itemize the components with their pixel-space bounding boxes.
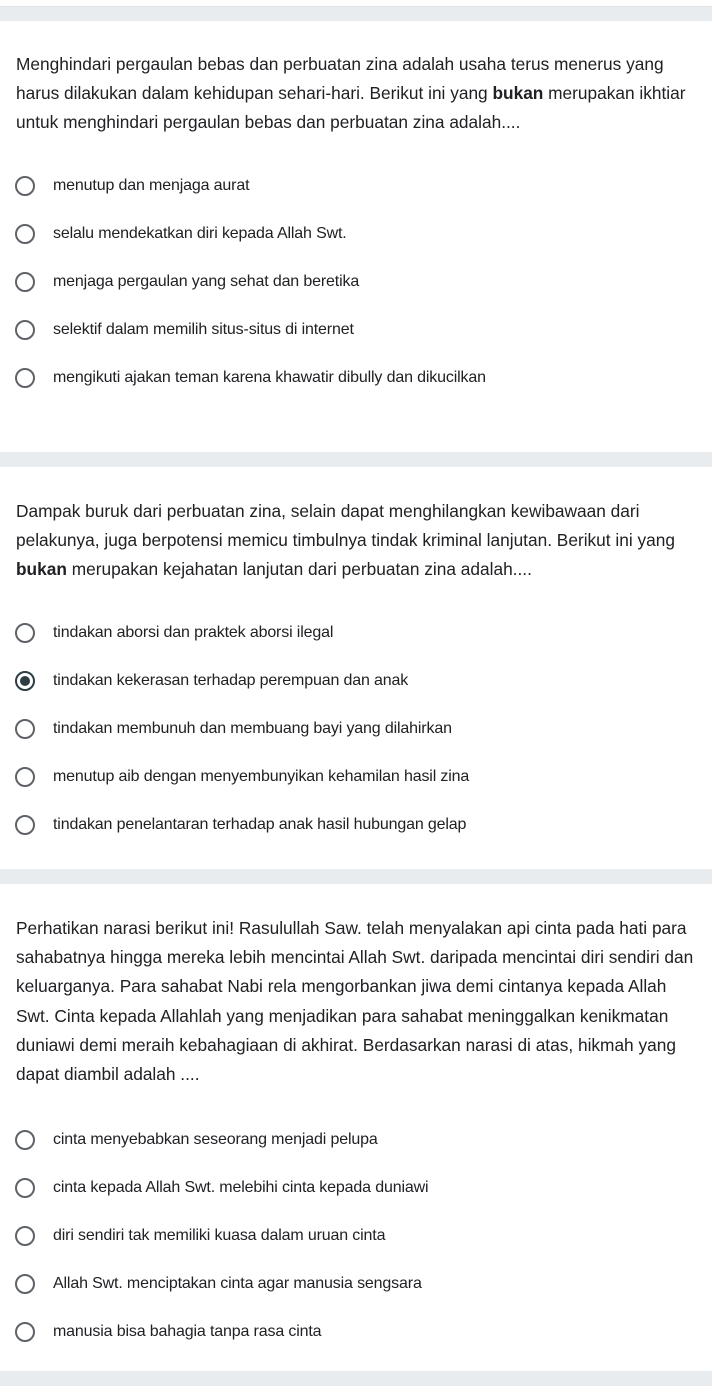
radio-button[interactable] [15, 1274, 35, 1294]
radio-button[interactable] [15, 272, 35, 292]
option-label: selektif dalam memilih situs-situs di internet [53, 320, 354, 338]
section-divider [0, 452, 712, 467]
option-a[interactable] [0, 163, 712, 211]
radio-button-selected[interactable] [15, 671, 35, 691]
options-list [0, 163, 712, 403]
option-a[interactable] [0, 1117, 712, 1165]
top-divider [0, 6, 712, 21]
options-list [0, 1117, 712, 1357]
option-label: cinta menyebabkan seseorang menjadi pelupa [53, 1131, 378, 1149]
radio-button[interactable] [15, 623, 35, 643]
radio-button[interactable] [15, 1226, 35, 1246]
option-a[interactable] [0, 610, 712, 658]
emphasis-text: bukan [492, 83, 544, 104]
radio-button[interactable] [15, 1178, 35, 1198]
option-label: tindakan aborsi dan praktek aborsi ilegal [53, 623, 334, 641]
option-label: tindakan membunuh dan membuang bayi yang dilahirkan [53, 719, 452, 737]
question-text: Menghindari pergaulan bebas dan perbuatan zina adalah usaha terus menerus yang harus dilakukan dalam kehidupan sehari-hari. Berikut ini yang bukan merupakan ikhtiar untuk menghindari pergaulan bebas dan perbuatan zina adalah.... [16, 54, 686, 133]
option-c[interactable] [0, 259, 712, 307]
question-text: Dampak buruk dari perbuatan zina, selain dapat menghilangkan kewibawaan dari pelakunya, juga berpotensi memicu timbulnya tindak kriminal lanjutan. Berikut ini yang bukan merupakan kejahatan lanjutan dari perbuatan zina adalah.... [16, 501, 675, 580]
question-2 [0, 497, 712, 850]
option-label: selalu mendekatkan diri kepada Allah Swt. [53, 224, 347, 242]
option-b-selected[interactable] [0, 658, 712, 706]
bottom-divider [0, 1371, 712, 1386]
option-label: cinta kepada Allah Swt. melebihi cinta kepada duniawi [53, 1179, 429, 1197]
radio-button[interactable] [15, 320, 35, 340]
radio-button[interactable] [15, 815, 35, 835]
option-b[interactable] [0, 1165, 712, 1213]
option-label: tindakan penelantaran terhadap anak hasil hubungan gelap [53, 815, 467, 833]
question-3 [0, 914, 712, 1357]
radio-button[interactable] [15, 1130, 35, 1150]
radio-button[interactable] [15, 176, 35, 196]
option-c[interactable] [0, 1213, 712, 1261]
option-b[interactable] [0, 211, 712, 259]
option-label: Allah Swt. menciptakan cinta agar manusia sengsara [53, 1275, 422, 1293]
radio-button[interactable] [15, 767, 35, 787]
question-text: Perhatikan narasi berikut ini! Rasulullah Saw. telah menyalakan api cinta pada hati para sahabatnya hingga mereka lebih mencintai Allah Swt. daripada mencintai diri sendiri dan keluarganya. Para sahabat Nabi rela mengorbankan jiwa demi cintanya kepada Allah Swt. Cinta kepada Allahlah yang menjadikan para sahabat meninggalkan kenikmatan duniawi demi meraih kebahagiaan di akhirat. Berdasarkan narasi di atas, hikmah yang dapat diambil adalah .... [16, 918, 694, 1085]
option-e[interactable] [0, 1309, 712, 1357]
section-divider [0, 869, 712, 884]
option-label: diri sendiri tak memiliki kuasa dalam uruan cinta [53, 1227, 386, 1245]
options-list [0, 610, 712, 850]
option-label: mengikuti ajakan teman karena khawatir dibully dan dikucilkan [53, 368, 486, 386]
option-d[interactable] [0, 754, 712, 802]
radio-button[interactable] [15, 1322, 35, 1342]
radio-button[interactable] [15, 719, 35, 739]
radio-button[interactable] [15, 224, 35, 244]
option-c[interactable] [0, 706, 712, 754]
option-d[interactable] [0, 307, 712, 355]
option-label: tindakan kekerasan terhadap perempuan dan anak [53, 671, 409, 689]
option-label: menutup dan menjaga aurat [53, 176, 250, 194]
option-label: manusia bisa bahagia tanpa rasa cinta [53, 1323, 322, 1341]
option-label: menjaga pergaulan yang sehat dan beretika [53, 272, 360, 290]
emphasis-text: bukan [16, 559, 67, 580]
option-e[interactable] [0, 355, 712, 403]
radio-button[interactable] [15, 368, 35, 388]
question-1 [0, 50, 712, 403]
option-e[interactable] [0, 802, 712, 850]
option-label: menutup aib dengan menyembunyikan kehamilan hasil zina [53, 767, 470, 785]
option-d[interactable] [0, 1261, 712, 1309]
